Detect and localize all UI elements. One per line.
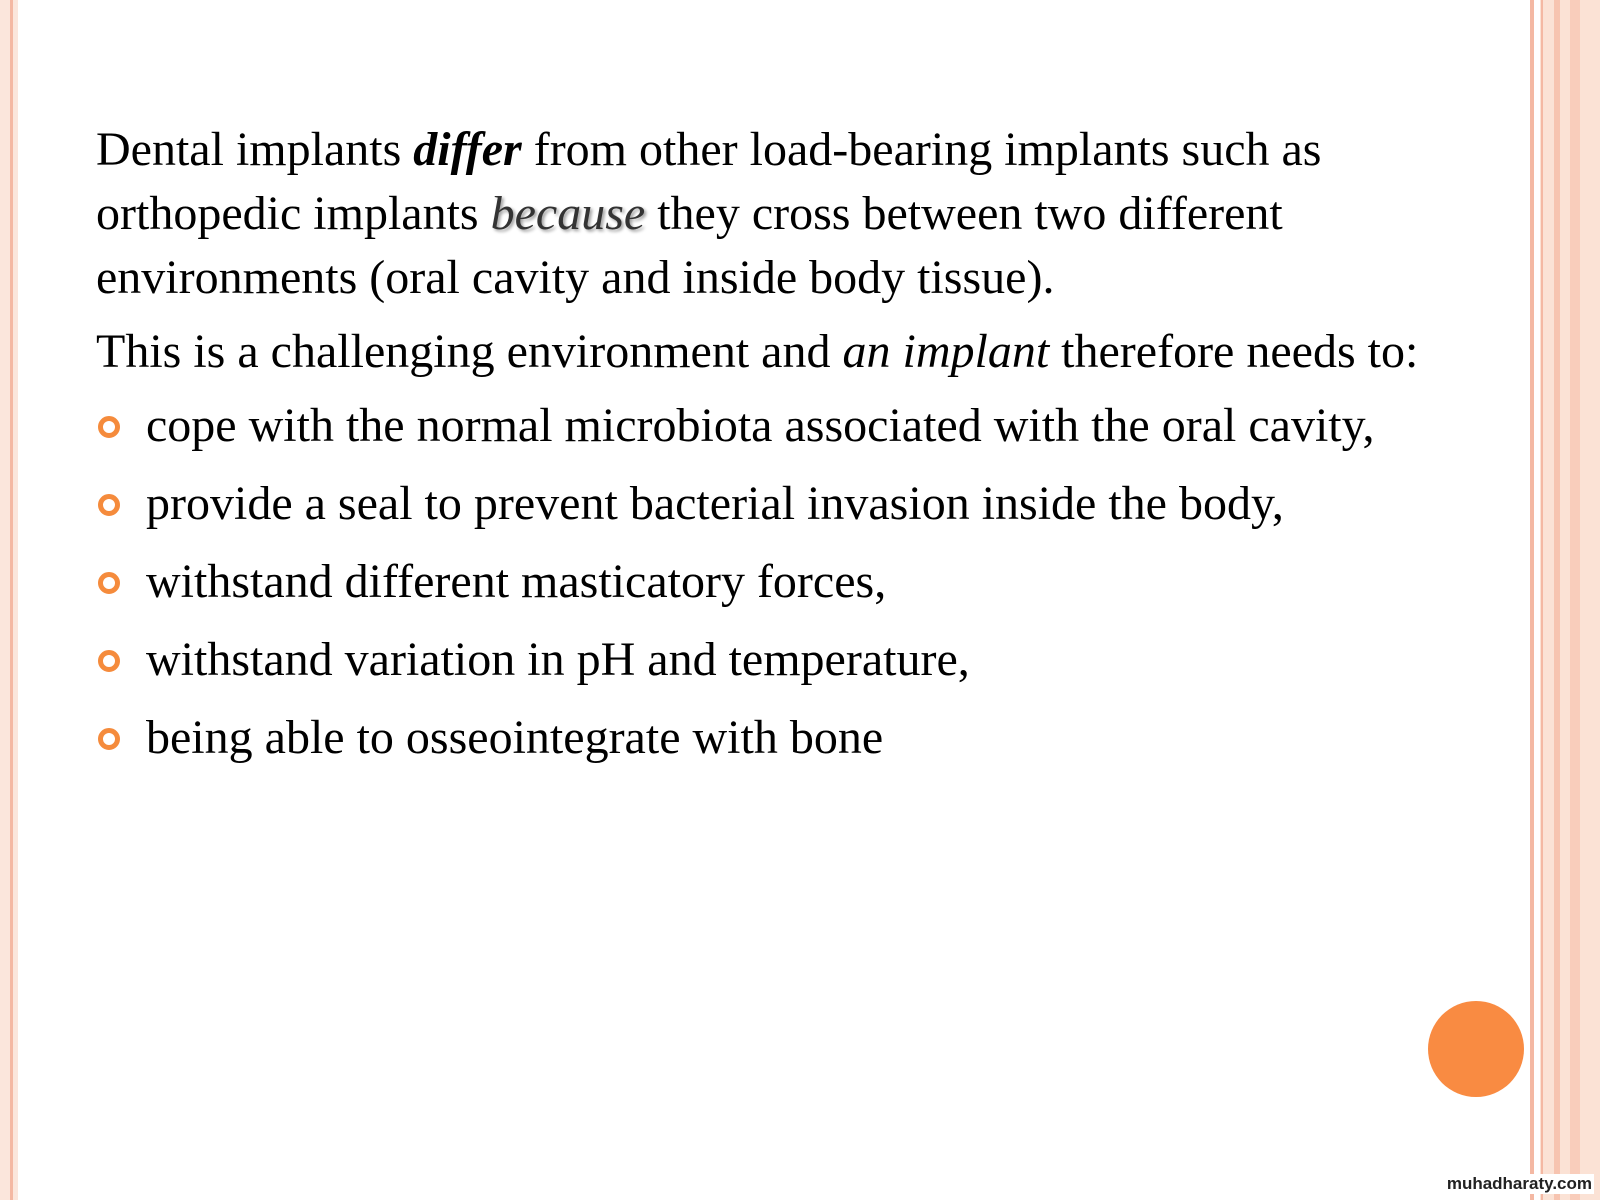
intro-paragraph [96, 118, 1516, 310]
emphasis-implant: an implant [842, 325, 1050, 378]
watermark-text: muhadharaty.com [1446, 1174, 1592, 1193]
challenge-text-part1: This is a challenging environment and [96, 325, 843, 378]
list-item [96, 394, 1516, 458]
list-item-text: cope with the normal microbiota associated with the oral cavity, [146, 399, 1375, 452]
list-item [96, 472, 1516, 536]
right-decorative-line [1570, 0, 1580, 1200]
list-item [96, 706, 1516, 770]
list-item-text: provide a seal to prevent bacterial invasion inside the body, [146, 477, 1284, 530]
hollow-circle-bullet-icon [98, 416, 120, 438]
challenge-paragraph [96, 320, 1516, 384]
hollow-circle-bullet-icon [98, 728, 120, 750]
list-item [96, 550, 1516, 614]
emphasis-because: because [490, 187, 646, 240]
challenge-text-part2: therefore needs to: [1049, 325, 1419, 378]
list-item [96, 628, 1516, 692]
list-item-text: withstand variation in pH and temperature, [146, 633, 970, 686]
slide-body [96, 118, 1516, 784]
emphasis-differ: differ [413, 123, 522, 176]
hollow-circle-bullet-icon [98, 572, 120, 594]
hollow-circle-bullet-icon [98, 650, 120, 672]
decorative-orange-circle [1428, 1001, 1524, 1097]
right-decorative-line [1530, 0, 1534, 1200]
intro-text-part1: Dental implants [96, 123, 414, 176]
list-item-text: withstand different masticatory forces, [146, 555, 887, 608]
left-decorative-band [0, 0, 18, 1200]
intro-text-part2: from other load-bearing implants such as orthopedic implants [96, 123, 1322, 240]
list-item-text: being able to osseointegrate with bone [146, 711, 884, 764]
requirements-list [96, 394, 1516, 770]
hollow-circle-bullet-icon [98, 494, 120, 516]
right-decorative-line [1554, 0, 1560, 1200]
right-decorative-line [1541, 0, 1543, 1200]
left-decorative-line [10, 0, 13, 1200]
intro-text-part3: they cross between two different environments (oral cavity and inside body tissue). [96, 187, 1283, 304]
